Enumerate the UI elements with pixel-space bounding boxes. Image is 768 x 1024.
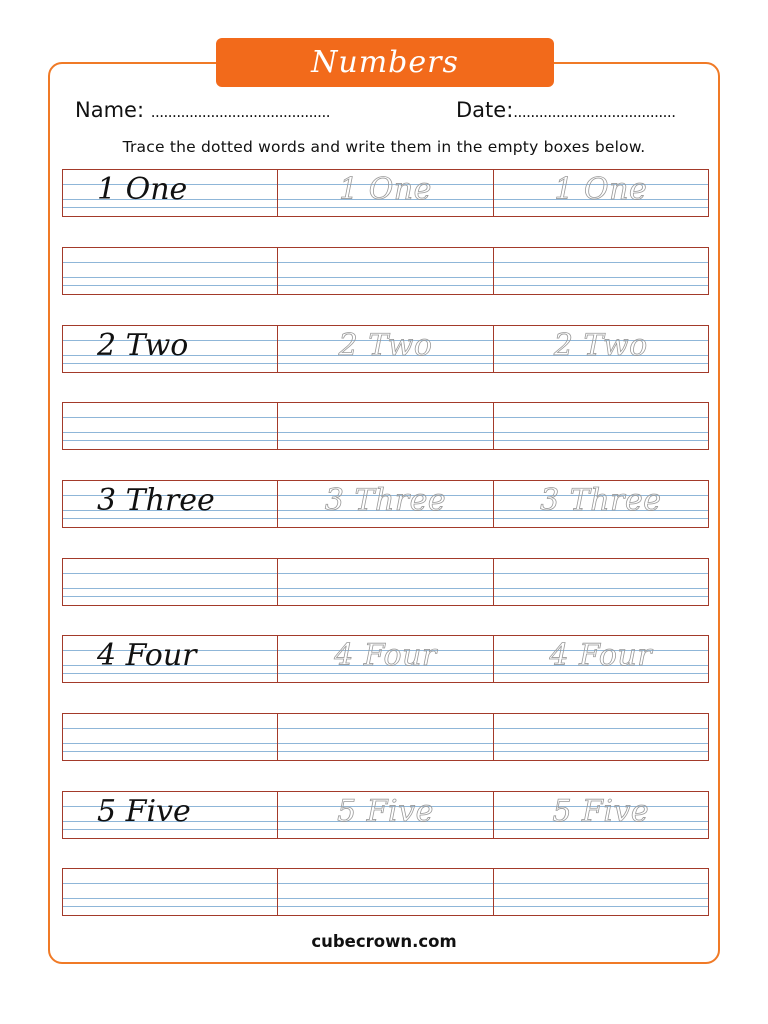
model-word: 2 Two <box>97 328 189 363</box>
model-word: 1 One <box>97 172 188 207</box>
model-cell <box>63 481 278 527</box>
instructions: Trace the dotted words and write them in the empty boxes below. <box>122 138 646 156</box>
model-word: 4 Four <box>97 638 197 673</box>
trace-cell[interactable] <box>494 481 709 527</box>
dotted-word: 4 Four <box>549 638 653 673</box>
write-row <box>62 558 709 606</box>
write-cell[interactable] <box>278 248 493 294</box>
write-cell[interactable] <box>494 714 709 760</box>
write-cell[interactable] <box>494 559 709 605</box>
model-cell <box>63 792 278 838</box>
trace-row <box>62 635 709 683</box>
write-cell[interactable] <box>63 714 278 760</box>
name-label: Name: <box>75 98 145 122</box>
trace-cell[interactable] <box>494 326 709 372</box>
trace-cell[interactable] <box>278 170 493 216</box>
write-cell[interactable] <box>63 559 278 605</box>
footer-website: cubecrown.com <box>311 932 457 951</box>
model-word: 3 Three <box>97 483 215 518</box>
dotted-word: 4 Four <box>334 638 437 673</box>
trace-cell[interactable] <box>494 170 709 216</box>
write-cell[interactable] <box>63 403 278 449</box>
write-row <box>62 868 709 916</box>
write-cell[interactable] <box>494 403 709 449</box>
model-cell <box>63 170 278 216</box>
write-cell[interactable] <box>278 714 493 760</box>
date-field[interactable] <box>456 98 675 122</box>
write-cell[interactable] <box>63 248 278 294</box>
write-cell[interactable] <box>63 869 278 915</box>
trace-cell[interactable] <box>494 792 709 838</box>
write-cell[interactable] <box>278 559 493 605</box>
trace-cell[interactable] <box>278 326 493 372</box>
trace-cell[interactable] <box>494 636 709 682</box>
write-row <box>62 713 709 761</box>
dotted-word: 2 Two <box>338 328 433 363</box>
write-row <box>62 247 709 295</box>
trace-row <box>62 480 709 528</box>
trace-row <box>62 169 709 217</box>
name-dots: .......................................... <box>150 103 330 121</box>
trace-cell[interactable] <box>278 481 493 527</box>
name-field[interactable] <box>75 98 330 122</box>
dotted-word: 1 One <box>339 172 432 207</box>
trace-row <box>62 791 709 839</box>
write-cell[interactable] <box>494 248 709 294</box>
write-cell[interactable] <box>278 403 493 449</box>
trace-row <box>62 325 709 373</box>
trace-cell[interactable] <box>278 792 493 838</box>
dotted-word: 2 Two <box>553 328 648 363</box>
dotted-word: 3 Three <box>324 483 447 518</box>
write-row <box>62 402 709 450</box>
worksheet-title: Numbers <box>216 38 554 87</box>
dotted-word: 5 Five <box>552 794 650 829</box>
date-dots: ...................................... <box>513 103 676 121</box>
model-cell <box>63 636 278 682</box>
dotted-word: 3 Three <box>540 483 662 518</box>
model-word: 5 Five <box>97 794 191 829</box>
trace-cell[interactable] <box>278 636 493 682</box>
dotted-word: 5 Five <box>337 794 434 829</box>
write-cell[interactable] <box>278 869 493 915</box>
dotted-word: 1 One <box>554 172 648 207</box>
model-cell <box>63 326 278 372</box>
write-cell[interactable] <box>494 869 709 915</box>
date-label: Date: <box>456 98 514 122</box>
